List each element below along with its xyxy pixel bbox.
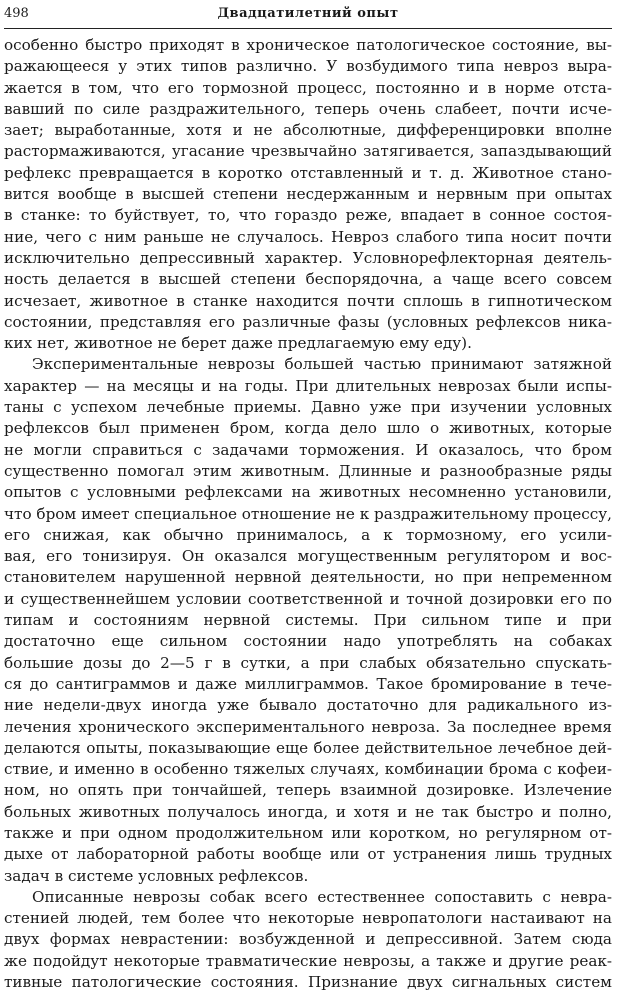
text-line: состоянии, представляя его различные фазы (условных рефлексов ника-	[4, 312, 612, 331]
text-line: в станке: то буйствует, то, что гораздо реже, впадает в сонное состоя-	[4, 206, 612, 225]
text-line: характер — на месяцы и на годы. При длительных неврозах были испы-	[4, 376, 612, 395]
text-line: делаются опыты, показывающие еще более действительное лечебное дей-	[4, 738, 612, 757]
text-line: дыхе от лабораторной работы вообще или от устранения лишь трудных	[4, 845, 612, 864]
text-line: не могли справиться с задачами торможения. И оказалось, что бром	[4, 440, 612, 459]
text-line: двух формах неврастении: возбужденной и депрессивной. Затем сюда	[4, 930, 612, 949]
text-line: рефлекс превращается в коротко отставленный и т. д. Животное стано-	[4, 163, 612, 182]
text-line: вавший по силе раздражительного, теперь очень слабеет, почти исче-	[4, 99, 612, 118]
text-line: ние, чего с ним раньше не случалось. Невроз слабого типа носит почти	[4, 227, 612, 246]
text-line: ся до сантиграммов и даже миллиграммов. Такое бромирование в тече-	[4, 674, 612, 693]
text-line: ких нет, животное не берет даже предлагаемую ему еду).	[4, 334, 472, 353]
text-line: Описанные неврозы собак всего естественнее сопоставить с невра-	[32, 887, 612, 906]
text-line: стенией людей, тем более что некоторые невропатологи настаивают на	[4, 909, 612, 928]
body-text	[4, 35, 612, 993]
header-rule	[4, 28, 612, 29]
text-line: задач в системе условных рефлексов.	[4, 866, 309, 885]
text-line: зает; выработанные, хотя и не абсолютные, дифференцировки вполне	[4, 121, 612, 140]
running-title: Двадцатилетний опыт	[217, 6, 399, 21]
running-head	[4, 4, 612, 26]
paragraph	[4, 354, 612, 886]
text-line: вая, его тонизируя. Он оказался могущественным регулятором и вос-	[4, 547, 612, 566]
text-line: исключительно депрессивный характер. Условнорефлекторная деятель-	[4, 248, 612, 267]
text-line: лечения хронического экспериментального невроза. За последнее время	[4, 717, 612, 736]
text-line: таны с успехом лечебные приемы. Давно уже при изучении условных	[4, 398, 612, 417]
text-line: рефлексов был применен бром, когда дело шло о животных, которые	[4, 419, 612, 438]
text-line: опытов с условными рефлексами на животных несомненно установили,	[4, 483, 612, 502]
text-line: ном, но опять при тончайшей, теперь взаимной дозировке. Излечение	[4, 781, 612, 800]
text-line: ние недели-двух иногда уже бывало достаточно для радикального из-	[4, 696, 612, 715]
text-line: исчезает, животное в станке находится почти сплошь в гипнотическом	[4, 291, 612, 310]
text-line: больных животных получалось иногда, и хотя и не так быстро и полно,	[4, 802, 612, 821]
text-line: жается в том, что его тормозной процесс, постоянно и в норме отста-	[4, 78, 612, 97]
text-line: также и при одном продолжительном или коротком, но регулярном от-	[4, 823, 612, 842]
page-number: 498	[4, 6, 29, 21]
text-line: ность делается в высшей степени беспорядочна, а чаще всего совсем	[4, 270, 612, 289]
paragraph	[4, 35, 612, 354]
text-line: существенно помогал этим животным. Длинные и разнообразные ряды	[4, 461, 612, 480]
text-line: достаточно еще сильном состоянии надо употреблять на собаках	[4, 632, 612, 651]
text-line: типам и состояниям нервной системы. При сильном типе и при	[4, 611, 612, 630]
text-line: особенно быстро приходят в хроническое патологическое состояние, вы-	[4, 36, 612, 54]
text-line: растормаживаются, угасание чрезвычайно затягивается, запаздывающий	[4, 142, 612, 161]
text-line: вится вообще в высшей степени несдержанным и нервным при опытах	[4, 185, 612, 204]
paragraph	[4, 887, 612, 993]
text-line: ражающееся у этих типов различно. У возбудимого типа невроз выра-	[4, 57, 612, 76]
text-line: тивные патологические состояния. Признание двух сигнальных систем	[4, 973, 612, 992]
text-line: большие дозы до 2—5 г в сутки, а при слабых обязательно спускать-	[4, 653, 612, 672]
text-line: и существеннейшем условии соответственной и точной дозировки его по	[4, 589, 612, 608]
text-line: становителем нарушенной нервной деятельности, но при непременном	[4, 568, 612, 587]
text-line: что бром имеет специальное отношение не к раздражительному процессу,	[4, 504, 612, 523]
text-line: же подойдут некоторые травматические неврозы, а также и другие реак-	[4, 951, 612, 970]
text-line: ствие, и именно в особенно тяжелых случаях, комбинации брома с кофеи-	[4, 760, 612, 779]
text-line: Экспериментальные неврозы большей частью принимают затяжной	[32, 355, 612, 374]
text-line: его снижая, как обычно принималось, а к тормозному, его усили-	[4, 525, 612, 544]
